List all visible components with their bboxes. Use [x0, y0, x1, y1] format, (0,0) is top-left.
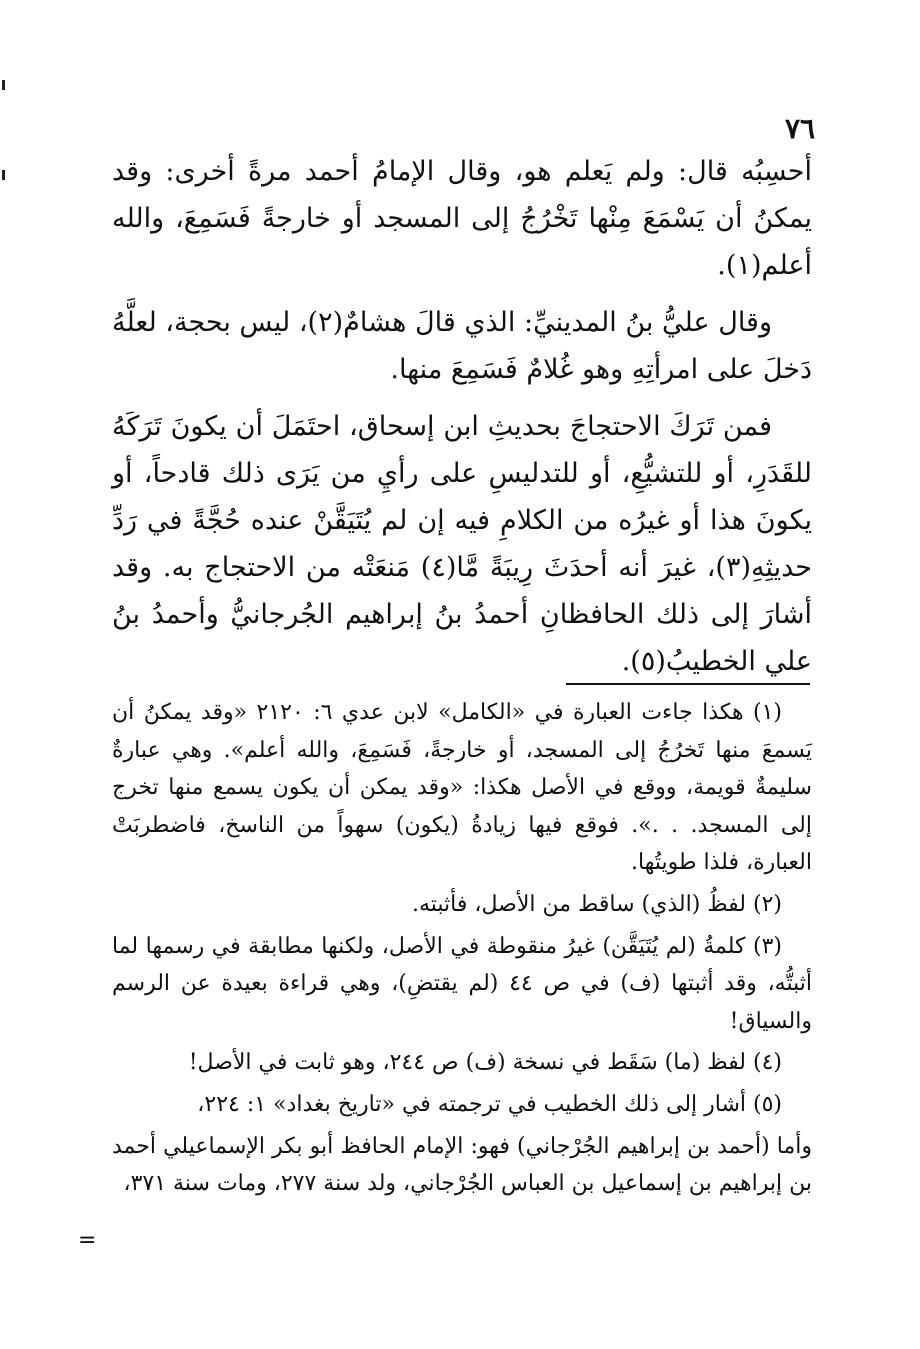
paragraph: وقال عليُّ بنُ المدينيِّ: الذي قالَ هشامٌ(٢)، ليس بحجة، لعلَّهُ دَخلَ على امرأتِهِ وهو غُلامٌ فَسَمِعَ منها.	[112, 307, 812, 385]
scan-edge-mark	[2, 80, 5, 90]
footnotes	[112, 694, 812, 1203]
paragraph: فمن تَرَكَ الاحتجاجَ بحديثِ ابن إسحاق، احتَمَلَ أن يكونَ تَرَكَهُ للقَدَرِ، أو للتشيُّعِ، أو للتدليسِ على رأيِ من يَرَى ذلك قادحاً، أو يكونَ هذا أو غيرُه من الكلامِ فيه إن لم يُتَيَقَّنْ عنده حُجَّةً في رَدِّ حديثِهِ(٣)، غيرَ أنه أحدَثَ رِيبَةً مَّا(٤) مَنعَتْه من الاحتجاج به. وقد أشارَ إلى ذلك الحافظانِ أحمدُ بنُ إبراهيم الجُرجانيُّ وأحمدُ بنُ علي الخطيبُ(٥).	[112, 411, 812, 677]
page-number: ٧٦	[784, 112, 816, 145]
footnote-continuation: وأما (أحمد بن إبراهيم الجُرْجاني) فهو: الإمام الحافظ أبو بكر الإسماعيلي أحمد بن إبراهيم بن إسماعيل بن العباس الجُرْجاني، ولد سنة ٢٧٧، ومات سنة ٣٧١،	[112, 1133, 812, 1197]
footnote: (١) هكذا جاءت العبارة في «الكامل» لابن عدي ٦: ٢١٢٠ «وقد يمكنُ أن يَسمعَ منها تَخرُجُ إلى المسجد، أو خارجةً، فَسَمِعَ، والله أعلم». وهي عبارةٌ سليمةٌ قويمة، ووقع في الأصل هكذا: «وقد يمكن أن يكون يسمع منها تخرج إلى المسجد. . .». فوقع فيها زيادةُ (يكون) سهواً من الناسخ، فاضطربَتْ العبارة، فلذا طويتُها.	[112, 700, 812, 876]
footnote: (٤) لفظ (ما) سَقَط في نسخة (ف) ص ٢٤٤، وهو ثابت في الأصل!	[188, 1050, 782, 1076]
footnote: (٥) أشار إلى ذلك الخطيب في ترجمته في «تاريخ بغداد» ١: ٢٢٤،	[197, 1091, 782, 1117]
main-text	[112, 148, 812, 695]
footnote-separator	[566, 683, 810, 685]
scan-edge-mark	[2, 170, 5, 180]
footnote: (٣) كلمةُ (لم يُتَيَقَّن) غيرُ منقوطة في الأصل، ولكنها مطابقة في رسمها لما أثبتُّه، وقد أثبتها (ف) في ص ٤٤ (لم يقتضِ)، وهي قراءة بعيدة عن الرسم والسياق!	[112, 933, 812, 1034]
paragraph: أحسِبُه قال: ولم يَعلم هو، وقال الإمامُ أحمد مرةً أخرى: وقد يمكنُ أن يَسْمَعَ مِنْها تَخْرُجُ إلى المسجد أو خارجةً فَسَمِعَ، والله أعلم(١).	[112, 156, 812, 281]
footnote: (٢) لفظُ (الذي) ساقط من الأصل، فأثبته.	[411, 891, 782, 917]
continuation-mark: =	[78, 1228, 97, 1253]
